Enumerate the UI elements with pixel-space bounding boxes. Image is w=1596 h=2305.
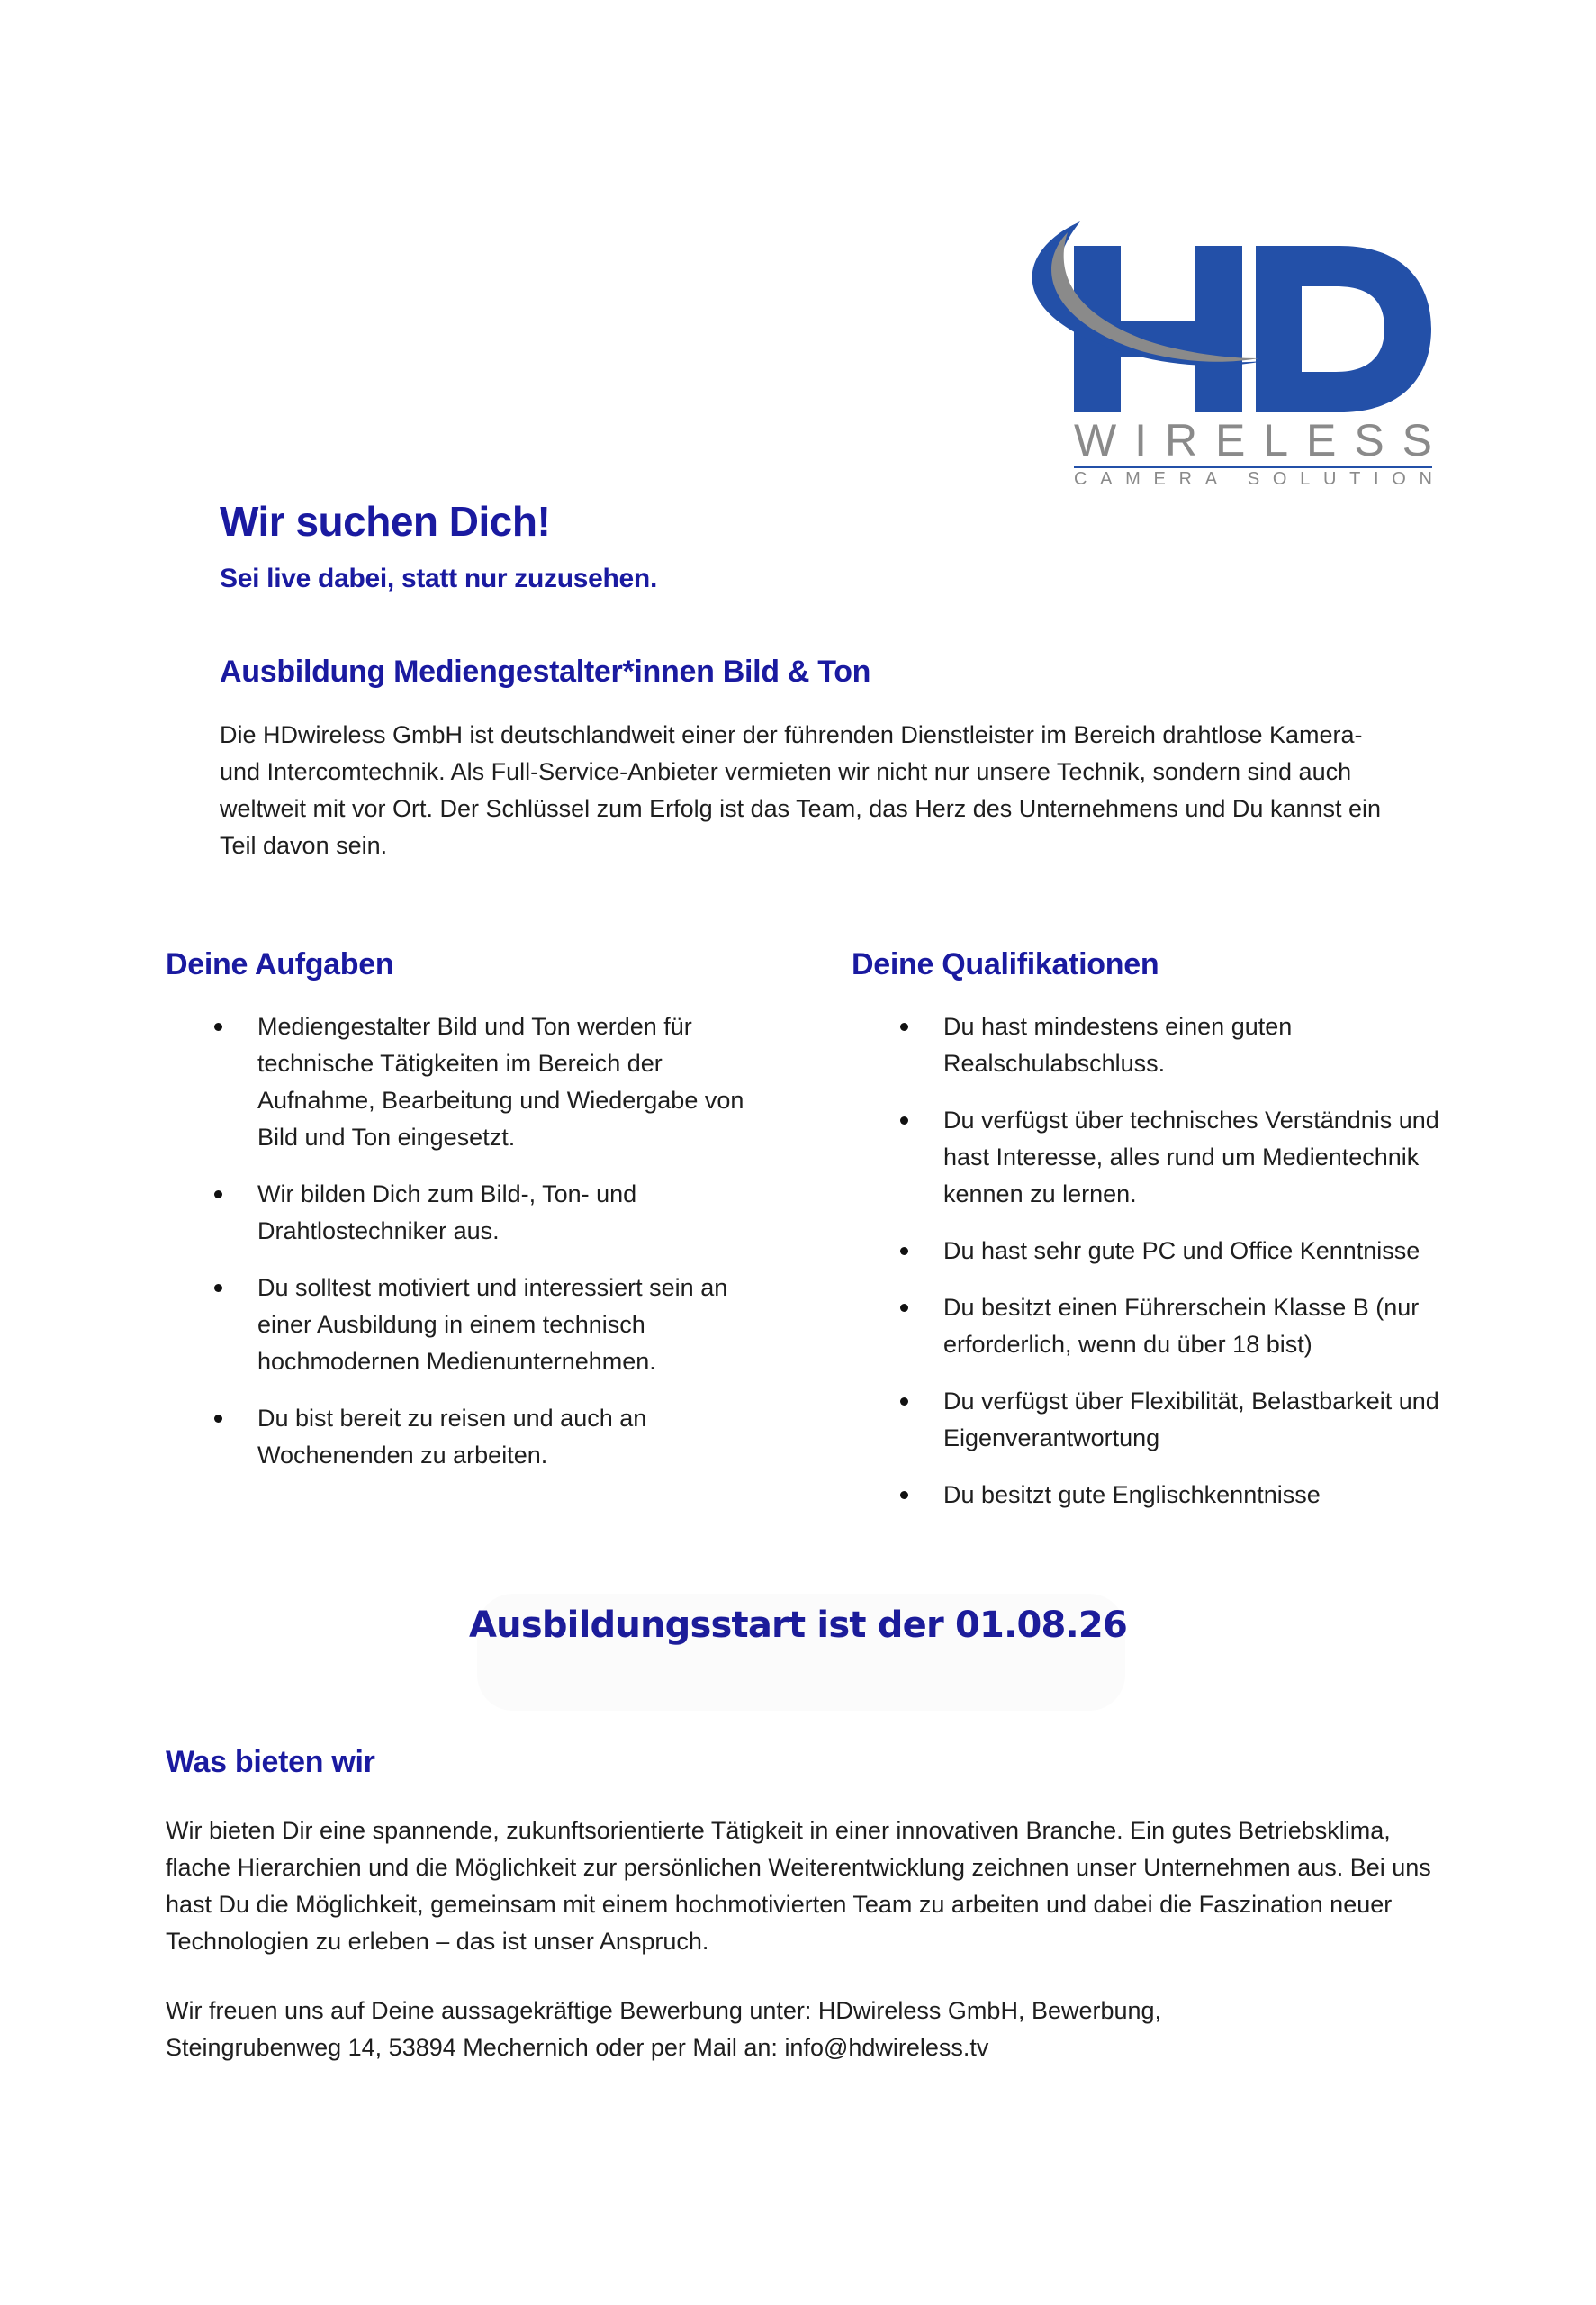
bullet-icon [214, 1023, 222, 1031]
page-title: Wir suchen Dich! [220, 498, 551, 545]
tasks-heading: Deine Aufgaben [166, 947, 394, 981]
logo-d [1256, 246, 1431, 412]
application-line-2 [166, 2029, 1444, 2066]
task-text: Du bist bereit zu reisen und auch an Wochenenden zu arbeiten. [257, 1405, 647, 1469]
list-item [852, 1008, 1482, 1082]
bullet-icon [900, 1247, 908, 1255]
qualification-text: Du hast mindestens einen guten Realschulabschluss. [943, 1013, 1293, 1077]
task-text: Wir bilden Dich zum Bild-, Ton- und Drahtlostechniker aus. [257, 1180, 637, 1244]
offer-heading: Was bieten wir [166, 1745, 375, 1779]
start-date-text: Ausbildungsstart ist der 01.08.26 [469, 1604, 1127, 1646]
bullet-icon [900, 1023, 908, 1031]
tasks-list [166, 1008, 778, 1494]
bullet-icon [214, 1284, 222, 1292]
offer-text: Wir bieten Dir eine spannende, zukunftsorientierte Tätigkeit in einer innovativen Branche. Ein gutes Betriebsklima, flache Hierarchien und die Möglichkeit zur persönlichen Weiterentwicklung zeichnen unser Unternehmen aus. Bei uns hast Du die Möglichkeit, gemeinsam mit einem hochmotivierten Team zu arbeiten und dabei die Faszination neuer Technologien zu erleben – das ist unser Anspruch. [166, 1817, 1431, 1955]
list-item [852, 1477, 1482, 1514]
list-item [166, 1400, 778, 1474]
application-line-1: Wir freuen uns auf Deine aussagekräftige Bewerbung unter: HDwireless GmbH, Bewerbung, [166, 1997, 1162, 2024]
qualification-text: Du verfügst über technisches Verständnis und hast Interesse, alles rund um Medientechnik kennen zu lernen. [943, 1107, 1439, 1207]
application-address: Steingrubenweg 14, 53894 Mechernich oder per Mail an: [166, 2034, 785, 2061]
position-title: Ausbildung Mediengestalter*innen Bild & Ton [220, 655, 871, 689]
list-item [852, 1102, 1482, 1213]
email-link[interactable]: info@hdwireless.tv [784, 2034, 989, 2061]
list-item [852, 1383, 1482, 1457]
bullet-icon [214, 1415, 222, 1423]
qualifications-list [852, 1008, 1482, 1533]
bullet-icon [214, 1190, 222, 1198]
company-intro: Die HDwireless GmbH ist deutschlandweit einer der führenden Dienstleister im Bereich drahtlose Kamera- und Intercomtechnik. Als Full-Service-Anbieter vermieten wir nicht nur unsere Technik, sondern sind auch weltweit mit vor Ort. Der Schlüssel zum Erfolg ist das Team, das Herz des Unternehmens und Du kannst ein Teil davon sein. [220, 721, 1382, 859]
logo-tagline: CAMERA SOLUTION [1074, 469, 1432, 484]
task-text: Du solltest motiviert und interessiert sein an einer Ausbildung in einem technisch hochmodernen Medienunternehmen. [257, 1274, 728, 1375]
hd-wireless-logo-graphic [997, 214, 1447, 484]
bullet-icon [900, 1397, 908, 1406]
application-info [166, 1993, 1444, 2066]
page-subtitle: Sei live dabei, statt nur zuzusehen. [220, 564, 657, 593]
bullet-icon [900, 1116, 908, 1125]
qualifications-heading: Deine Qualifikationen [852, 947, 1159, 981]
bullet-icon [900, 1304, 908, 1312]
qualification-text: Du verfügst über Flexibilität, Belastbarkeit und Eigenverantwortung [943, 1388, 1439, 1451]
list-item [166, 1270, 778, 1380]
qualification-text: Du hast sehr gute PC und Office Kenntnisse [943, 1237, 1420, 1264]
logo-divider [1074, 466, 1432, 468]
qualification-text: Du besitzt gute Englischkenntnisse [943, 1481, 1321, 1508]
company-logo [997, 214, 1447, 484]
logo-wordmark: WIRELESS [1074, 415, 1432, 466]
qualification-text: Du besitzt einen Führerschein Klasse B (nur erforderlich, wenn du über 18 bist) [943, 1294, 1420, 1358]
list-item [166, 1008, 778, 1156]
list-item [852, 1233, 1482, 1270]
bullet-icon [900, 1491, 908, 1499]
list-item [166, 1176, 778, 1250]
task-text: Mediengestalter Bild und Ton werden für technische Tätigkeiten im Bereich der Aufnahme, Bearbeitung und Wiedergabe von Bild und Ton eingesetzt. [257, 1013, 744, 1151]
list-item [852, 1289, 1482, 1363]
